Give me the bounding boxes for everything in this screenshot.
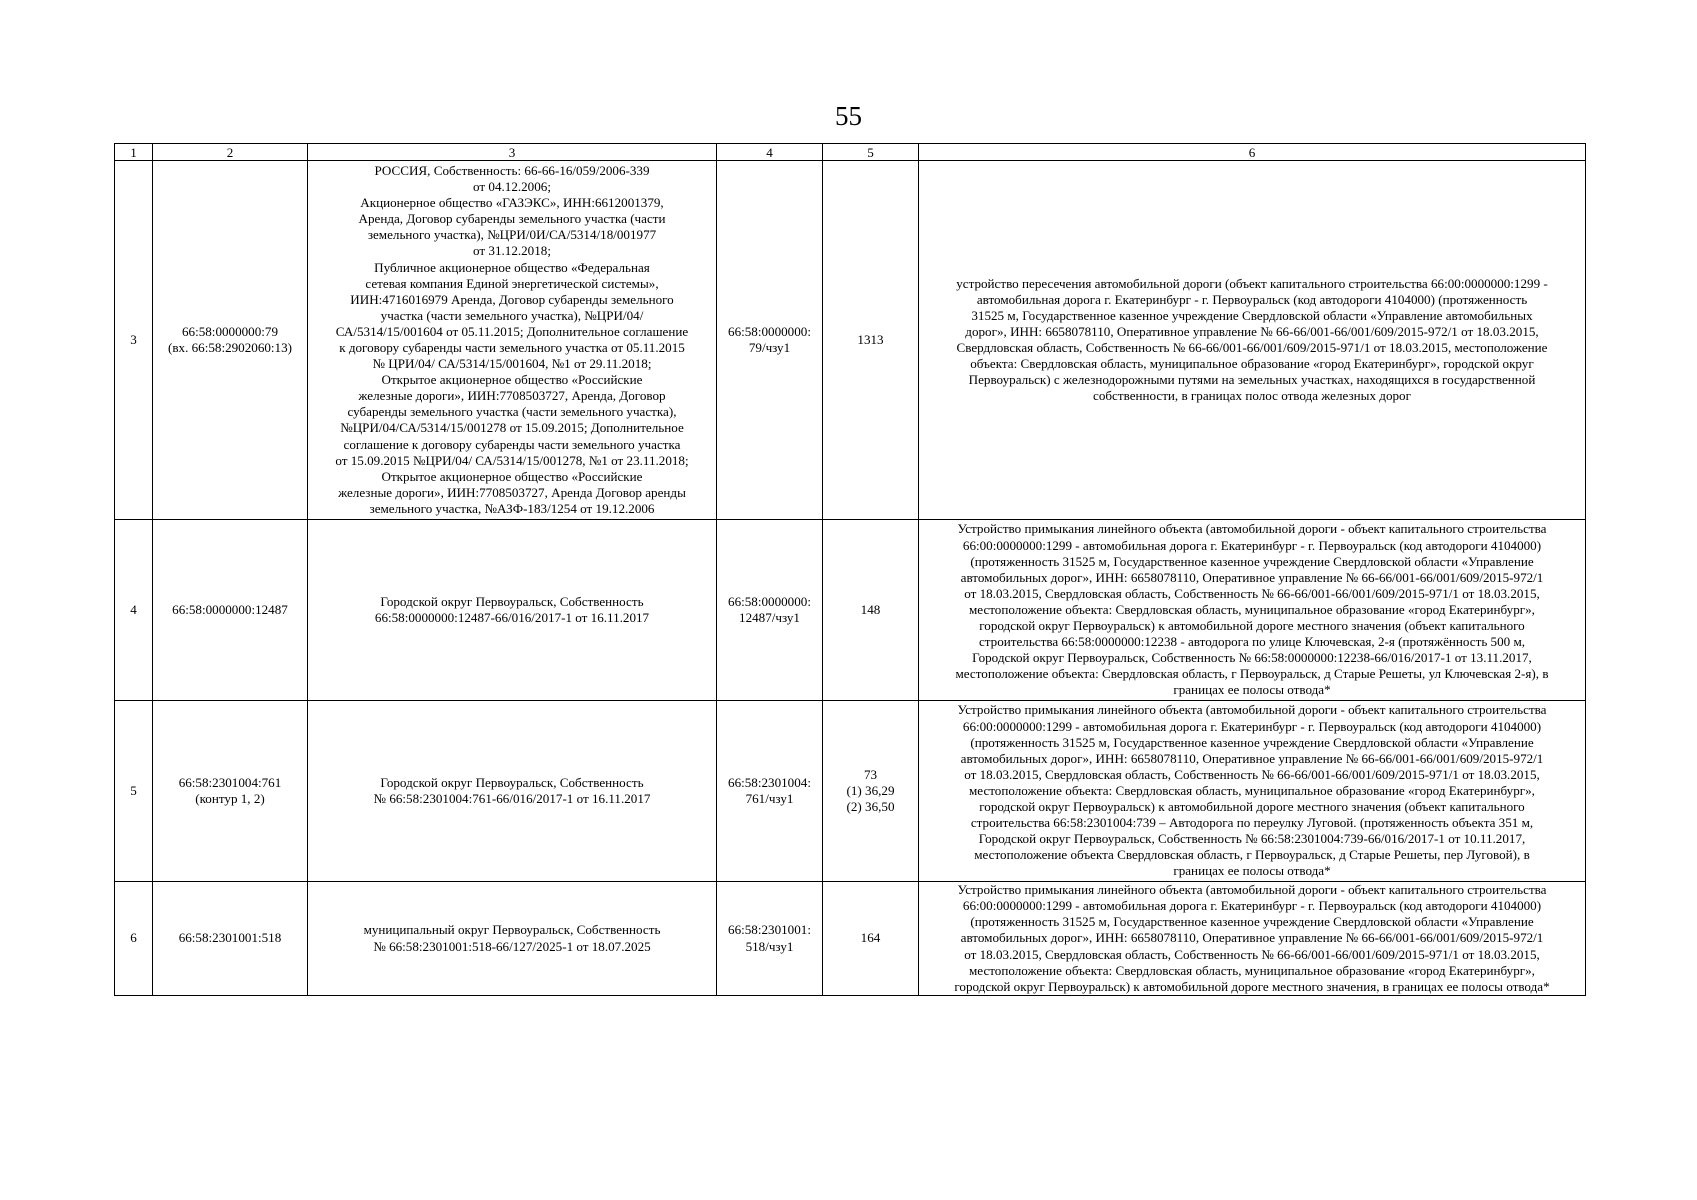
column-header: 6 — [919, 144, 1586, 161]
part-number: 66:58:2301001: 518/чзу1 — [717, 882, 823, 996]
table-row — [115, 701, 1586, 882]
rights-holders: РОССИЯ, Собственность: 66-66-16/059/2006-339 от 04.12.2006; Акционерное общество «ГАЗЭКС», ИНН:6612001379, Аренда, Договор субаренды земельного участка (части земельного участка), №ЦРИ/0И/СА/5314/18/001977 от 31.12.2018; Публичное акционерное общество «Федеральная сетевая компания Единой энергетической системы», ИИН:4716016979 Аренда, Договор субаренды земельного участка (части земельного участка), №ЦРИ/04/ СА/5314/15/001604 от 05.11.2015; Дополнительное соглашение к договору субаренды части земельного участка от 05.11.2015 № ЦРИ/04/ СА/5314/15/001604, №1 от 29.11.2018; Открытое акционерное общество «Российские железные дороги», ИИН:7708503727, Аренда, Договор субаренды земельного участка (части земельного участка), №ЦРИ/04/СА/5314/15/001278 от 15.09.2015; Дополнительное соглашение к договору субаренды части земельного участка от 15.09.2015 №ЦРИ/04/ СА/5314/15/001278, №1 от 23.11.2018; Открытое акционерное общество «Российские железные дороги», ИИН:7708503727, Аренда Договор аренды земельного участка, №АЗФ-183/1254 от 19.12.2006 — [308, 161, 717, 520]
cadastral-number: 66:58:0000000:79 (вх. 66:58:2902060:13) — [153, 161, 308, 520]
rights-holders: Городской округ Первоуральск, Собственность 66:58:0000000:12487-66/016/2017-1 от 16.11.2017 — [308, 520, 717, 701]
rights-holders: муниципальный округ Первоуральск, Собственность № 66:58:2301001:518-66/127/2025-1 от 18.07.2025 — [308, 882, 717, 996]
area: 148 — [823, 520, 919, 701]
cadastral-number: 66:58:2301004:761 (контур 1, 2) — [153, 701, 308, 882]
rights-holders: Городской округ Первоуральск, Собственность № 66:58:2301004:761-66/016/2017-1 от 16.11.2017 — [308, 701, 717, 882]
column-header: 5 — [823, 144, 919, 161]
purpose: Устройство примыкания линейного объекта (автомобильной дороги - объект капитального строительства 66:00:0000000:1299 - автомобильная дорога г. Екатеринбург - г. Первоуральск (код автодороги 4104000) (протяженность 31525 м, Государственное казенное учреждение Свердловской области «Управление автомобильных дорог», ИНН: 6658078110, Оперативное управление № 66-66/001-66/001/609/2015-972/1 от 18.03.2015, Свердловская область, Собственность № 66-66/001-66/001/609/2015-971/1 от 18.03.2015, местоположение объекта: Свердловская область, муниципальное образование «город Екатеринбург», городской округ Первоуральск) к автомобильной дороге местного значения, в границах ее полосы отвода* — [919, 882, 1586, 996]
table-row — [115, 882, 1586, 996]
column-header: 4 — [717, 144, 823, 161]
part-number: 66:58:2301004: 761/чзу1 — [717, 701, 823, 882]
row-number: 3 — [115, 161, 153, 520]
row-number: 6 — [115, 882, 153, 996]
area: 164 — [823, 882, 919, 996]
column-header: 3 — [308, 144, 717, 161]
land-plots-table — [114, 143, 1586, 996]
cadastral-number: 66:58:0000000:12487 — [153, 520, 308, 701]
row-number: 4 — [115, 520, 153, 701]
table-row — [115, 520, 1586, 701]
purpose: Устройство примыкания линейного объекта (автомобильной дороги - объект капитального строительства 66:00:0000000:1299 - автомобильная дорога г. Екатеринбург - г. Первоуральск (код автодороги 4104000) (протяженность 31525 м, Государственное казенное учреждение Свердловской области «Управление автомобильных дорог», ИНН: 6658078110, Оперативное управление № 66-66/001-66/001/609/2015-972/1 от 18.03.2015, Свердловская область, Собственность № 66-66/001-66/001/609/2015-971/1 от 18.03.2015, местоположение объекта: Свердловская область, муниципальное образование «город Екатеринбург», городской округ Первоуральск) к автомобильной дороге местного значения (объект капитального строительства 66:58:2301004:739 – Автодорога по переулку Луговой. (протяженность объекта 351 м, Городской округ Первоуральск, Собственность № 66:58:2301004:739-66/016/2017-1 от 10.11.2017, местоположение объекта Свердловская область, г Первоуральск, д Старые Решеты, пер Луговой), в границах ее полосы отвода* — [919, 701, 1586, 882]
table-header-row — [115, 144, 1586, 161]
row-number: 5 — [115, 701, 153, 882]
table-row — [115, 161, 1586, 520]
area: 73 (1) 36,29 (2) 36,50 — [823, 701, 919, 882]
page-number: 55 — [835, 101, 862, 131]
purpose: Устройство примыкания линейного объекта (автомобильной дороги - объект капитального строительства 66:00:0000000:1299 - автомобильная дорога г. Екатеринбург - г. Первоуральск (код автодороги 4104000) (протяженность 31525 м, Государственное казенное учреждение Свердловской области «Управление автомобильных дорог», ИНН: 6658078110, Оперативное управление № 66-66/001-66/001/609/2015-972/1 от 18.03.2015, Свердловская область, Собственность № 66-66/001-66/001/609/2015-971/1 от 18.03.2015, местоположение объекта: Свердловская область, муниципальное образование «город Екатеринбург», городской округ Первоуральск) к автомобильной дороге местного значения (объект капитального строительства 66:58:0000000:12238 - автодорога по улице Ключевская, 2-я (протяжённость 500 м, Городской округ Первоуральск, Собственность № 66:58:0000000:12238-66/016/2017-1 от 13.11.2017, местоположение объекта: Свердловская область, г Первоуральск, д Старые Решеты, ул Ключевская 2-я), в границах ее полосы отвода* — [919, 520, 1586, 701]
column-header: 1 — [115, 144, 153, 161]
part-number: 66:58:0000000: 12487/чзу1 — [717, 520, 823, 701]
purpose: устройство пересечения автомобильной дороги (объект капитального строительства 66:00:0000000:1299 - автомобильная дорога г. Екатеринбург - г. Первоуральск (код автодороги 4104000) (протяженность 31525 м, Государственное казенное учреждение Свердловской области «Управление автомобильных дорог», ИНН: 6658078110, Оперативное управление № 66-66/001-66/001/609/2015-972/1 от 18.03.2015, Свердловская область, Собственность № 66-66/001-66/001/609/2015-971/1 от 18.03.2015, местоположение объекта: Свердловская область, муниципальное образование «город Екатеринбург», городской округ Первоуральск) с железнодорожными путями на земельных участках, находящихся в государственной собственности, в границах полос отвода железных дорог — [919, 161, 1586, 520]
column-header: 2 — [153, 144, 308, 161]
part-number: 66:58:0000000: 79/чзу1 — [717, 161, 823, 520]
cadastral-number: 66:58:2301001:518 — [153, 882, 308, 996]
area: 1313 — [823, 161, 919, 520]
